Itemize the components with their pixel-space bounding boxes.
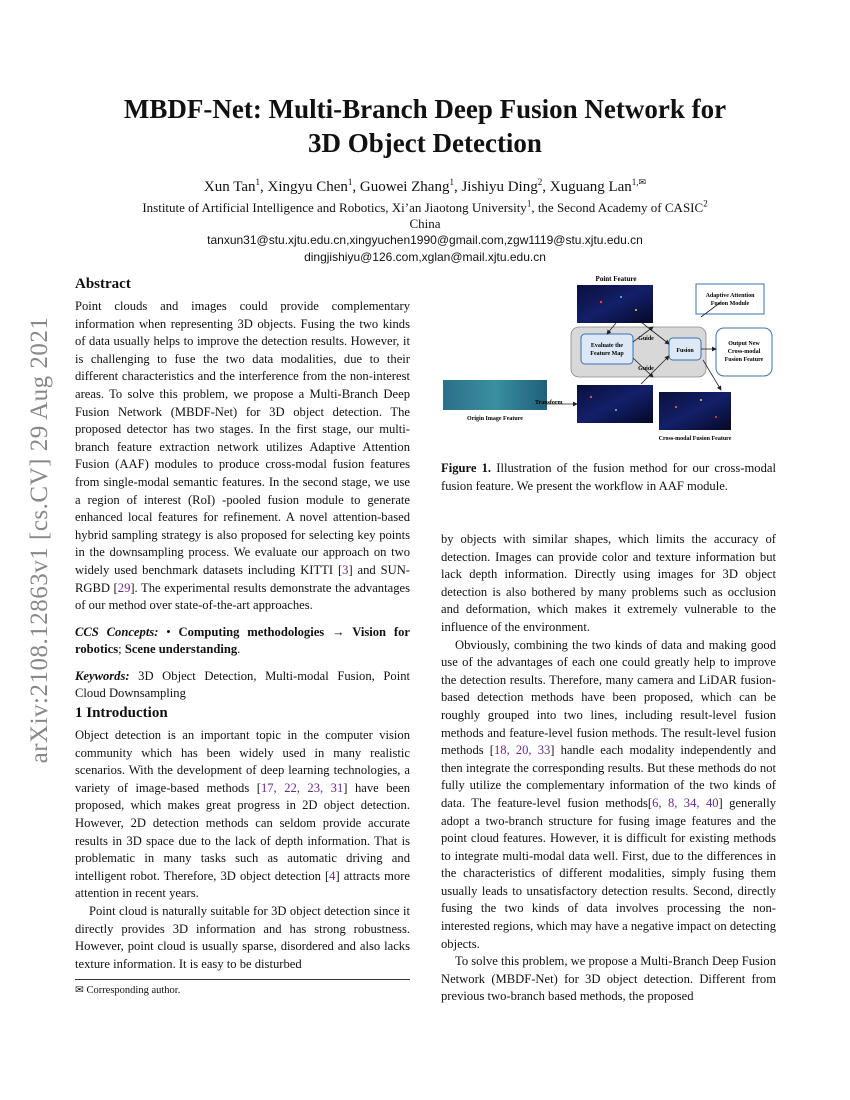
envelope-icon: ✉ — [75, 985, 84, 996]
citation-link[interactable]: 3 — [342, 562, 349, 577]
author-sup: 1 — [255, 177, 260, 187]
abstract-text: Point clouds and images could provide complementary information when representing 3D objects. Fusing the two kinds of data usually helps to improve the detection results. However, it is challenging to fuse the two data modalities, due to their different characteristics and the interference from the non-interest areas. To solve this problem, we propose a Multi-Branch Deep Fusion Network (MBDF-Net) for 3D object detection. The proposed detector has two stages. In the first stage, our multi-branch feature extraction network utilizes Adaptive Attention Fusion (AAF) modules to produce cross-modal fusion features from single-modal semantic features. In the second stage, we use a region of interest (RoI) -pooled fusion module to generate enhanced local features for refinement. A novel attention-based hybrid sampling strategy is also proposed for selecting key points in the downsampling process. We evaluate our approach on two widely used benchmark datasets including KITTI [3] and SUN-RGBD [29]. The experimental results demonstrate the advantages of our method over state-of-the-art approaches. — [75, 299, 410, 613]
paper-title — [75, 92, 775, 160]
ccs-concepts: CCS Concepts: • Computing methodologies → Vision for robotics; Scene understanding. — [75, 624, 410, 657]
svg-text:Feature Map: Feature Map — [590, 351, 624, 357]
affiliation-country: China — [409, 216, 441, 231]
cross-modal-feature-image — [659, 392, 731, 430]
author-sup: 1,✉ — [631, 177, 647, 187]
evaluate-box — [581, 334, 633, 364]
keywords: Keywords: 3D Object Detection, Multi-modal Fusion, Point Cloud Downsampling — [75, 668, 410, 701]
author-name: Xingyu Chen — [267, 179, 348, 195]
aaf-diagram — [441, 272, 776, 447]
author-name: Jishiyu Ding — [461, 179, 538, 195]
abstract-heading: Abstract — [75, 276, 131, 292]
footnote: ✉ Corresponding author. — [75, 985, 181, 996]
arxiv-sidebar — [10, 290, 70, 790]
svg-text:Fusion Module: Fusion Module — [710, 301, 750, 307]
svg-text:Cross-modal Fusion Feature: Cross-modal Fusion Feature — [658, 436, 732, 442]
svg-text:Evaluate the: Evaluate the — [590, 343, 624, 349]
citation-link[interactable]: 6, 8, 34, 40 — [652, 795, 719, 810]
left-column — [75, 274, 410, 973]
introduction-heading: 1 Introduction — [75, 705, 168, 722]
svg-text:Guide: Guide — [638, 336, 654, 342]
svg-text:Fusion Feature: Fusion Feature — [724, 357, 764, 363]
transformed-feature-image — [577, 385, 653, 423]
right-paragraph-2: Obviously, combining the two kinds of data and making good use of the advantages of each one could greatly help to improve the detection results. Therefore, many camera and LiDAR fusion-based detection methods have been proposed, which can be roughly grouped into two lines, including result-level fusion methods and feature-level fusion methods. The result-level fusion methods [18, 20, 33] handle each modality independently and then integrate the corresponding results. But these methods do not fully utilize the complementary information of the two kinds of data. The feature-level fusion methods[6, 8, 34, 40] generally adopt a two-branch structure for fusing image features and the point cloud features. However, it is difficult for existing methods to integrate multi-modal data well. First, due to the differences in the characteristics of different modalities, simply fusing them usually leads to unsatisfactory detection results. Second, directly fusing the two kinds of data involves processing the non-interested regions, which may have a negative impact on detecting objects. — [441, 637, 777, 951]
intro-paragraph-1: Object detection is an important topic in the computer vision community which has been widely used in many realistic scenarios. With the development of deep learning technologies, a variety of image-based methods [17, 22, 23, 31] have been proposed, which makes great progress in 2D object detection. However, 2D detection methods can seldom provide accurate results in 3D space due to the lack of depth information. That is problematic in many tasks such as automatic driving and intelligent robot. Therefore, 3D object detection [4] attracts more attention in recent years. — [75, 728, 410, 901]
svg-text:Adaptive Attention: Adaptive Attention — [705, 293, 755, 299]
svg-text:Origin Image Feature: Origin Image Feature — [467, 416, 523, 422]
footnote-rule — [75, 979, 410, 980]
right-paragraph-1: by objects with similar shapes, which limits the accuracy of detection. Images can provide color and texture information but lack depth information. Directly using images for 3D object detection is also bothered by many problems such as occlusion and deformation, which makes it extremely vulnerable to the influence of the environment. — [441, 532, 776, 634]
author-name: Guowei Zhang — [359, 179, 450, 195]
emails-line-1[interactable]: tanxun31@stu.xjtu.edu.cn,xingyuchen1990@gmail.com,zgw1119@stu.xjtu.edu.cn — [207, 233, 643, 247]
svg-text:Transform: Transform — [535, 400, 563, 406]
citation-link[interactable]: 18, 20, 33 — [493, 743, 551, 758]
figure-caption: Figure 1. Illustration of the fusion method for our cross-modal fusion feature. We present the workflow in AAF module. — [441, 461, 776, 493]
figure-1 — [441, 272, 776, 447]
arxiv-id: arXiv:2108.12863v1 [cs.CV] 29 Aug 2021 — [26, 316, 53, 764]
title-line-2: 3D Object Detection — [308, 128, 542, 158]
right-paragraph-3: To solve this problem, we propose a Multi-Branch Deep Fusion Network (MBDF-Net) for 3D object detection. Different from previous two-branch based methods, the proposed — [441, 954, 776, 1004]
point-feature-image — [577, 285, 653, 323]
emails-line-2[interactable]: dingjishiyu@126.com,xglan@mail.xjtu.edu.cn — [304, 250, 546, 264]
svg-text:Cross-modal: Cross-modal — [727, 349, 761, 355]
author-emails — [75, 232, 775, 266]
author-sup: 2 — [537, 177, 543, 187]
author-list: Xun Tan$^1$, Xingyu Chen$^1$, Guowei Zhang$^1$, Jishiyu Ding$^2$, Xuguang Lan$^{1,✉}$ — [203, 177, 647, 195]
svg-text:Output New: Output New — [728, 341, 760, 347]
intro-paragraph-2: Point cloud is naturally suitable for 3D object detection since it directly provides 3D information and has strong robustness. However, point cloud is usually sparse, disordered and also lacks texture information. It is easy to be disturbed — [75, 904, 410, 971]
origin-image-feature — [443, 380, 547, 410]
author-sup: 1 — [347, 177, 353, 187]
citation-link[interactable]: 4 — [329, 868, 336, 883]
aaf-module-box — [696, 284, 764, 314]
point-feature-label: Point Feature — [595, 275, 637, 283]
title-line-1: MBDF-Net: Multi-Branch Deep Fusion Network for — [123, 94, 727, 124]
citation-link[interactable]: 17, 22, 23, 31 — [260, 780, 344, 795]
author-sup: 1 — [449, 177, 454, 187]
author-name: Xuguang Lan — [549, 179, 632, 195]
svg-text:Fusion: Fusion — [676, 348, 694, 354]
affiliation: Institute of Artificial Intelligence and Robotics, Xi’an Jiaotong University$^1$, the Second Academy of CASIC$^2$ — [142, 198, 708, 215]
right-column — [441, 531, 776, 1006]
author-name: Xun Tan — [203, 179, 256, 195]
citation-link[interactable]: 29 — [117, 580, 131, 595]
svg-text:Guide: Guide — [638, 366, 654, 372]
